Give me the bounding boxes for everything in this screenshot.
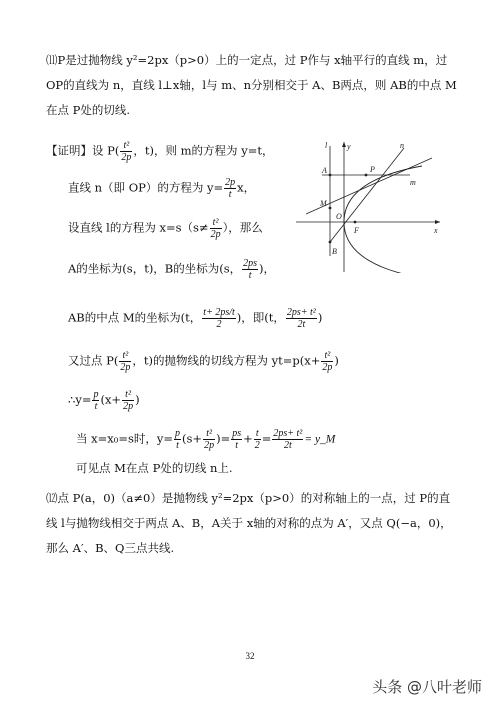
label-b: B [332,247,337,256]
fraction [321,350,333,373]
fraction [203,428,215,451]
proof-line2 [68,177,255,200]
y-axis-arrow [342,142,346,147]
fraction [286,307,317,330]
line-n [330,148,404,242]
label-m-point: M [320,199,327,208]
fraction-denominator: 2 [216,319,222,330]
proof-line9: 可见点 M在点 P处的切线 n上. [76,461,233,475]
proof-text: + [243,431,253,446]
point-m [329,207,332,210]
point-f [354,221,357,224]
problem11-line2: OP的直线为 n，直线 l⊥x轴，l与 m、n分别相交于 A、B两点，则 AB的中点 M [46,78,457,92]
fraction-denominator: 2p [322,362,333,373]
fraction-numerator: t+ 2ps/t [203,307,235,318]
problem12-line3: 那么 A′、B、Q三点共线. [46,541,175,555]
fraction-denominator: t [248,270,252,281]
proof-line5 [68,307,322,330]
proof-text: A的坐标为(s，t)，B的坐标为(s， [68,261,242,276]
fraction-numerator: t² [321,350,333,362]
label-x: x [434,226,438,235]
problem12-line1: ⑿点 P(a，0)（a≠0）是抛物线 y²=2px（p>0）的对称轴上的一点，过 P的直 [46,491,451,505]
label-o: O [336,212,342,221]
fraction-numerator: 2ps [243,258,258,269]
proof-text: x， [237,180,256,195]
fraction-denominator: t [176,440,179,451]
fraction [242,258,258,281]
proof-line8 [76,428,335,451]
proof-text: )= [216,431,231,446]
fraction-denominator: 2p [204,440,215,451]
proof-line4 [68,258,275,281]
point-p [365,174,368,177]
proof-line7 [68,389,140,412]
fraction-numerator: p [175,428,181,439]
problem11-line1: ⑾P是过抛物线 y²=2px（p>0）上的一定点，过 P作与 x轴平行的直线 m，过 [46,53,448,67]
proof-text: ，t)，则 m的方程为 y=t， [133,143,274,158]
fraction-denominator: t [228,189,232,200]
fraction [254,428,261,451]
fraction-denominator: 2p [121,152,132,163]
problem12-line2: 线 l与抛物线相交于两点 A、B，A关于 x轴的对称的点为 A′，又点 Q(−a，0)， [46,516,452,530]
proof-text: ) [334,353,339,368]
fraction-denominator: 2p [120,362,131,373]
proof-text: 当 x=x₀=s时，y= [76,431,174,446]
fraction-denominator: 2p [210,229,221,240]
proof-text: ），那么 [222,220,263,235]
fraction-numerator: 2ps+ t² [273,428,303,439]
fraction [272,428,303,451]
proof-text: 又过点 P( [68,353,119,368]
watermark: 头条 @八叶老师 [372,678,482,696]
fraction [174,428,181,451]
parabola-diagram [292,138,442,273]
problem11-line3: 在点 P处的切线. [46,103,131,117]
proof-text: = y_M [304,433,336,446]
fraction-numerator: p [93,389,99,400]
fraction-numerator: t² [119,350,131,362]
label-f: F [354,226,359,235]
fraction-numerator: t² [122,389,134,401]
proof-text: ) [135,392,140,407]
fraction-numerator: ps [232,428,242,439]
fraction-denominator: 2 [254,440,260,451]
proof-text: ∴y= [68,392,92,407]
fraction [120,140,132,163]
fraction-numerator: t² [120,140,132,152]
fraction-denominator: t [235,440,239,451]
point-b [329,241,332,244]
fraction [210,217,222,240]
fraction [92,389,99,412]
page-number: 32 [245,651,255,661]
proof-text: = [261,431,272,446]
fraction-numerator: t² [203,428,215,440]
proof-text: 设直线 l的方程为 x=s（s≠ [68,220,209,235]
fraction-denominator: 2t [283,440,292,451]
fraction [231,428,242,451]
proof-line3 [68,217,263,240]
fraction [122,389,134,412]
fraction-numerator: 2p [225,177,236,188]
fraction-denominator: 2p [123,401,134,412]
proof-text: (s+ [182,431,203,446]
proof-text: )，即(t， [236,310,285,325]
proof-text: ，t)的抛物线的切线方程为 yt=p(x+ [132,353,321,368]
proof-line1 [46,140,273,163]
proof-line6 [68,350,339,373]
proof-label: 【证明】 [46,143,92,158]
label-p: P [370,165,375,174]
proof-text: 直线 n（即 OP）的方程为 y= [68,180,224,195]
fraction-denominator: 2t [297,319,306,330]
proof-text: 设 P( [92,143,120,158]
fraction-numerator: 2ps+ t² [286,307,316,318]
point-a [329,174,332,177]
label-l: l [325,141,328,150]
fraction [119,350,131,373]
label-n: n [400,141,404,150]
fraction-numerator: t [254,428,261,440]
proof-text: AB的中点 M的坐标为(t， [68,310,202,325]
label-a: A [322,166,327,175]
proof-text: (x+ [100,392,122,407]
proof-text: )， [259,261,276,276]
fraction [202,307,235,330]
fraction-numerator: t² [210,217,222,229]
label-y: y [347,142,351,151]
x-axis-arrow [435,220,440,224]
label-m: m [410,178,416,187]
fraction-denominator: t [94,401,98,412]
proof-text: ) [317,310,323,325]
fraction [224,177,236,200]
